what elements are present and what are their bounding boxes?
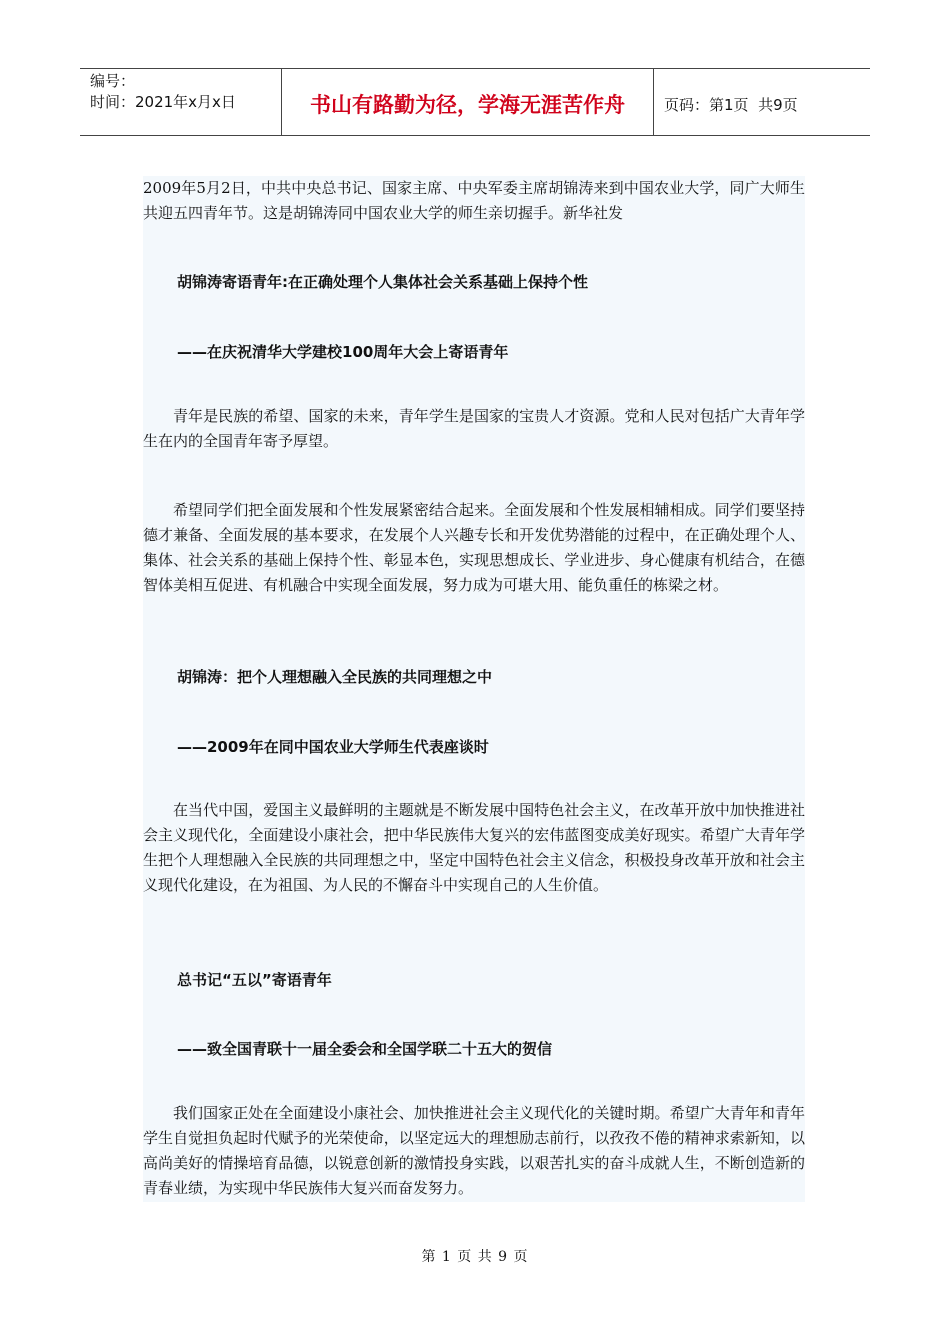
- section1-subtitle: ——在庆祝清华大学建校100周年大会上寄语青年: [177, 343, 509, 361]
- section2-paragraph-1: 在当代中国，爱国主义最鲜明的主题就是不断发展中国特色社会主义，在改革开放中加快推进社会主义现代化，全面建设小康社会，把中华民族伟大复兴的宏伟蓝图变成美好现实。希望广大青年学生把个人理想融入全民族的共同理想之中，坚定中国特色社会主义信念，积极投身改革开放和社会主义现代化建设，在为祖国、为人民的不懈奋斗中实现自己的人生价值。: [143, 801, 805, 894]
- section1-paragraph-1: 青年是民族的希望、国家的未来，青年学生是国家的宝贵人才资源。党和人民对包括广大青年学生在内的全国青年寄予厚望。: [143, 407, 805, 450]
- page-footer: 第 1 页 共 9 页: [421, 1249, 529, 1265]
- section2-subtitle: ——2009年在同中国农业大学师生代表座谈时: [177, 738, 489, 756]
- section3-title: 总书记“五以”寄语青年: [177, 971, 332, 989]
- number-label: 编号：: [90, 72, 136, 90]
- section1-paragraph-2: 希望同学们把全面发展和个性发展紧密结合起来。全面发展和个性发展相辅相成。同学们要坚持德才兼备、全面发展的基本要求，在发展个人兴趣专长和开发优势潜能的过程中，在正确处理个人、集体、社会关系的基础上保持个性、彰显本色，实现思想成长、学业进步、身心健康有机结合，在德智体美相互促进、有机融合中实现全面发展，努力成为可堪大用、能负重任的栋梁之材。: [143, 501, 805, 594]
- header-meta: [80, 69, 282, 135]
- header-page-info: [654, 69, 870, 135]
- document-body: [143, 176, 805, 1202]
- page-info-text: 页码：第1页 共9页: [664, 95, 798, 114]
- section1-title: 胡锦涛寄语青年:在正确处理个人集体社会关系基础上保持个性: [177, 273, 589, 291]
- document-header: [80, 68, 870, 136]
- section3-subtitle: ——致全国青联十一届全委会和全国学联二十五大的贺信: [177, 1040, 553, 1058]
- header-motto: 书山有路勤为径，学海无涯苦作舟: [282, 69, 654, 135]
- intro-paragraph: 2009年5月2日，中共中央总书记、国家主席、中央军委主席胡锦涛来到中国农业大学，同广大师生共迎五四青年节。这是胡锦涛同中国农业大学的师生亲切握手。新华社发: [143, 179, 805, 222]
- section2-title: 胡锦涛：把个人理想融入全民族的共同理想之中: [177, 668, 493, 686]
- time-label: 时间：2021年x月x日: [90, 93, 236, 111]
- section3-paragraph-1: 我们国家正处在全面建设小康社会、加快推进社会主义现代化的关键时期。希望广大青年和青年学生自觉担负起时代赋予的光荣使命，以坚定远大的理想励志前行，以孜孜不倦的精神求索新知，以高尚美好的情操培育品德，以锐意创新的激情投身实践，以艰苦扎实的奋斗成就人生，不断创造新的青春业绩，为实现中华民族伟大复兴而奋发努力。: [143, 1104, 805, 1197]
